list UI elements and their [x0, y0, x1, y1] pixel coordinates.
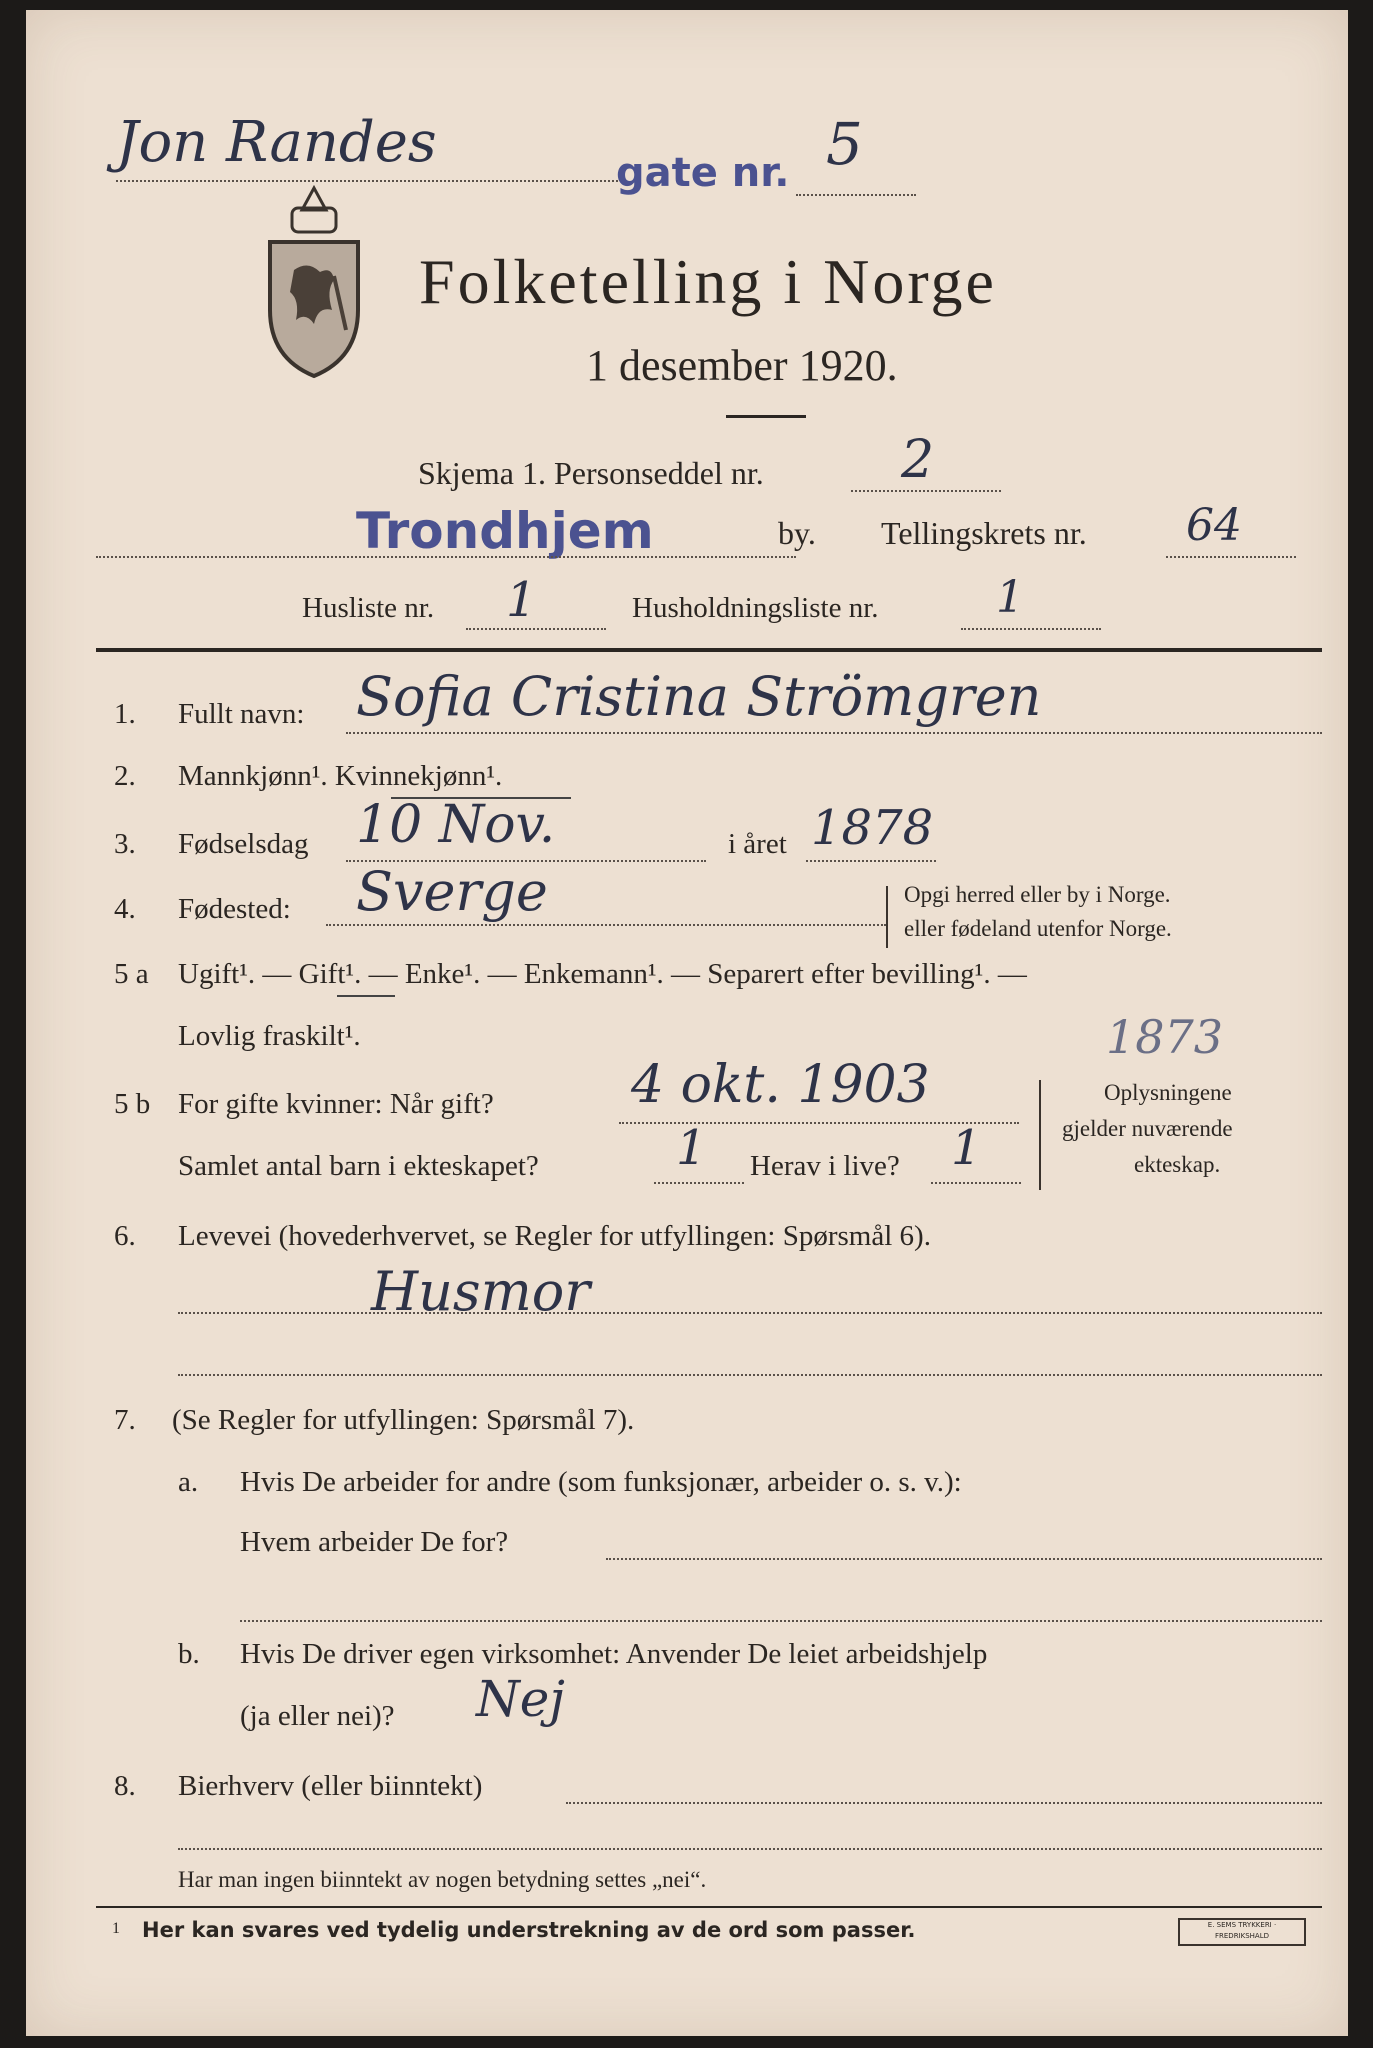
- schema-number: 2: [901, 430, 935, 490]
- q1-number: 1.: [114, 698, 136, 730]
- header-separator: [96, 648, 1322, 652]
- q5a-number: 5 a: [114, 958, 149, 990]
- street-number-line: [796, 194, 916, 196]
- q6-label: Levevei (hovederhvervet, se Regler for utfyllingen: Spørsmål 6).: [178, 1220, 931, 1252]
- q1-full-name: Sofia Cristina Strömgren: [356, 665, 1042, 728]
- q5b-note-line1: Oplysningene: [1104, 1080, 1232, 1105]
- q2-gender-options: Mannkjønn¹. Kvinnekjønn¹.: [178, 760, 503, 792]
- q5b-number: 5 b: [114, 1088, 151, 1120]
- q1-answer-line: [346, 732, 1322, 734]
- district-number: 64: [1186, 500, 1242, 551]
- footnote-separator: [96, 1906, 1322, 1908]
- q8-label: Bierhverv (eller biinntekt): [178, 1770, 483, 1802]
- q1-label: Fullt navn:: [178, 698, 305, 730]
- street-name-handwritten: Jon Randes: [116, 110, 437, 175]
- street-suffix: gate nr.: [616, 150, 790, 196]
- q5b-note-line2: gjelder nuværende: [1062, 1116, 1233, 1141]
- q7a-line1: Hvis De arbeider for andre (som funksjonær, arbeider o. s. v.):: [240, 1466, 962, 1498]
- q8-answer-line1: [566, 1802, 1322, 1804]
- city-stamp: Trondhjem: [356, 502, 654, 560]
- q5b-alive-count: 1: [951, 1120, 982, 1176]
- q3-birth-year: 1878: [811, 800, 934, 856]
- q4-birthplace: Sverge: [356, 860, 548, 923]
- q5a-line2: Lovlig fraskilt¹.: [178, 1020, 361, 1052]
- q7a-letter: a.: [178, 1466, 199, 1498]
- q8-note: Har man ingen biinntekt av nogen betydning settes „nei“.: [178, 1867, 707, 1892]
- printer-mark: E. SEMS TRYKKERI · FREDRIKSHALD: [1178, 1918, 1306, 1946]
- q7-number: 7.: [114, 1404, 136, 1436]
- husholdning-number: 1: [996, 572, 1024, 623]
- q5b-alive-label: Herav i live?: [750, 1150, 900, 1182]
- street-dotted-line: [116, 180, 626, 182]
- q5b-marriage-date: 4 okt. 1903: [631, 1055, 930, 1115]
- q4-note-line1: Opgi herred eller by i Norge.: [904, 882, 1171, 907]
- q7a-answer-line2: [240, 1620, 1322, 1622]
- husholdning-label: Husholdningsliste nr.: [632, 592, 879, 624]
- q8-answer-line2: [178, 1848, 1322, 1850]
- form-title: Folketelling i Norge: [419, 246, 997, 317]
- husliste-number-line: [466, 628, 606, 630]
- q7b-letter: b.: [178, 1638, 200, 1670]
- q7a-line2: Hvem arbeider De for?: [240, 1526, 509, 1558]
- coat-of-arms-icon: [258, 180, 370, 380]
- q3-label: Fødselsdag: [178, 828, 309, 860]
- husholdning-number-line: [961, 628, 1101, 630]
- q3-year-label: i året: [728, 828, 787, 860]
- q4-note-line2: eller fødeland utenfor Norge.: [904, 916, 1172, 941]
- q5a-marital-options: Ugift¹. — Gift¹. — Enke¹. — Enkemann¹. — Separert efter bevilling¹. —: [178, 958, 1027, 990]
- husliste-number: 1: [506, 572, 537, 628]
- q5b-note-brace: [1039, 1080, 1041, 1190]
- q5a-underline-gift: [337, 995, 395, 997]
- district-label: Tellingskrets nr.: [881, 515, 1087, 551]
- q5b-children-line: [654, 1182, 744, 1184]
- q5b-children-label: Samlet antal barn i ekteskapet?: [178, 1150, 539, 1182]
- q7b-answer: Nej: [476, 1670, 565, 1728]
- q8-number: 8.: [114, 1770, 136, 1802]
- q6-occupation: Husmor: [371, 1260, 591, 1323]
- schema-number-line: [851, 490, 1001, 492]
- city-dotted-line: [96, 556, 796, 558]
- q5a-margin-note: 1873: [1106, 1010, 1224, 1064]
- footnote-mark: 1: [112, 1920, 120, 1937]
- q7-label: (Se Regler for utfyllingen: Spørsmål 7).: [172, 1404, 635, 1436]
- district-number-line: [1166, 556, 1296, 558]
- q7b-line1: Hvis De driver egen virksomhet: Anvender De leiet arbeidshjelp: [240, 1638, 988, 1670]
- q5b-label: For gifte kvinner: Når gift?: [178, 1088, 494, 1120]
- census-form-sheet: [26, 10, 1348, 2036]
- street-number: 5: [826, 110, 863, 178]
- q5b-children-count: 1: [676, 1120, 707, 1176]
- q2-number: 2.: [114, 760, 136, 792]
- q3-birthday: 10 Nov.: [356, 795, 556, 855]
- q4-number: 4.: [114, 893, 136, 925]
- q3-year-line: [806, 860, 936, 862]
- q6-number: 6.: [114, 1220, 136, 1252]
- census-date: 1 desember 1920.: [586, 341, 898, 390]
- husliste-label: Husliste nr.: [302, 592, 435, 624]
- q4-answer-line: [326, 924, 886, 926]
- q6-answer-line2: [178, 1374, 1322, 1376]
- q5b-note-line3: ekteskap.: [1134, 1152, 1221, 1177]
- q4-note-brace: [886, 886, 888, 948]
- q5b-alive-line: [931, 1182, 1021, 1184]
- q6-answer-line1: [178, 1312, 1322, 1314]
- schema-label: Skjema 1. Personseddel nr.: [418, 455, 764, 491]
- q7b-line2: (ja eller nei)?: [240, 1700, 395, 1732]
- q7a-answer-line1: [606, 1558, 1322, 1560]
- footnote-text: Her kan svares ved tydelig understrekning av de ord som passer.: [142, 1918, 916, 1942]
- q3-number: 3.: [114, 828, 136, 860]
- city-suffix: by.: [778, 515, 816, 551]
- title-divider: [726, 415, 806, 418]
- q4-label: Fødested:: [178, 893, 291, 925]
